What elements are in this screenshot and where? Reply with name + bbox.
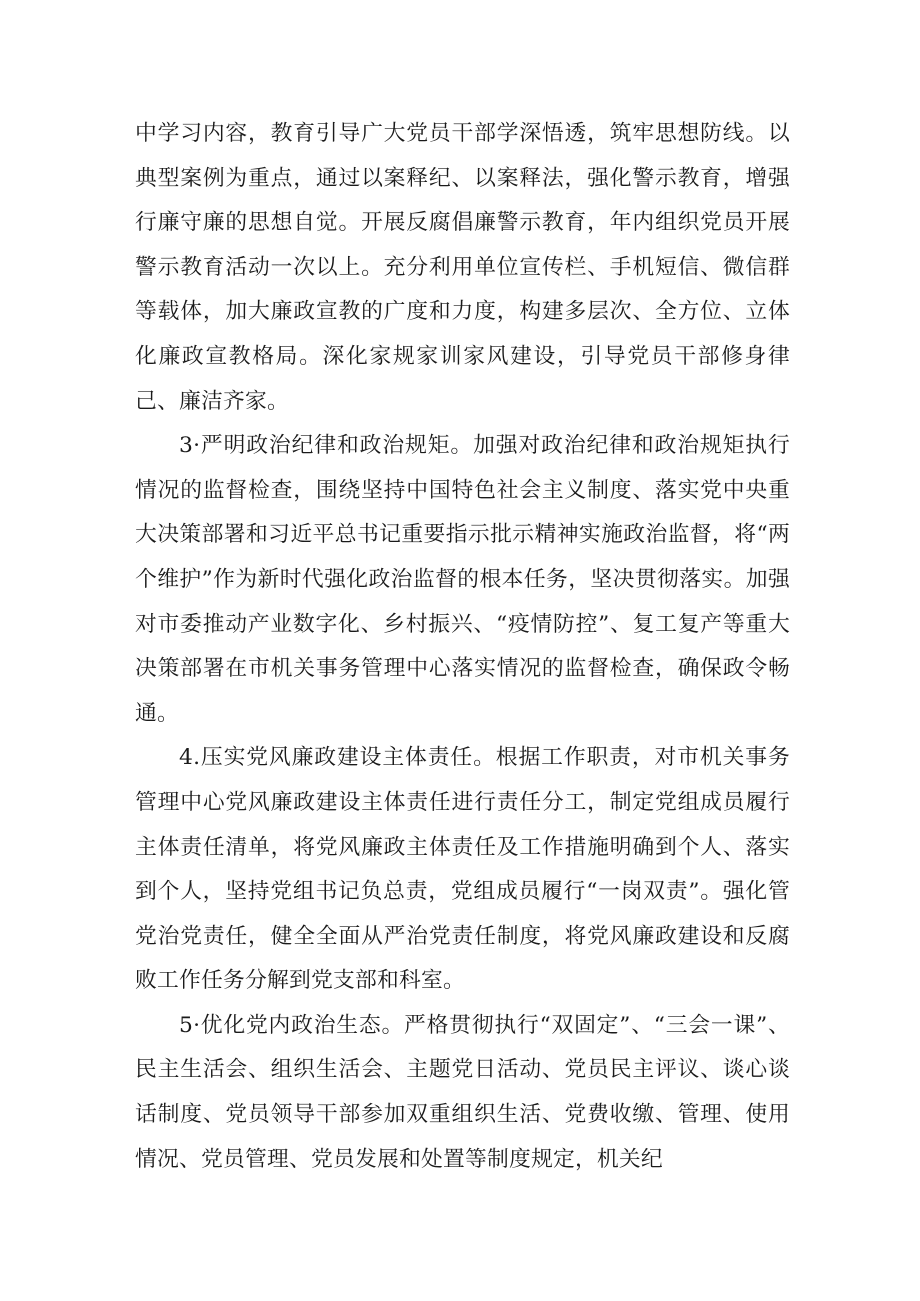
document-page bbox=[135, 112, 790, 1182]
paragraph-item-3: 3·严明政治纪律和政治规矩。加强对政治纪律和政治规矩执行情况的监督检查，围绕坚持中国特色社会主义制度、落实党中央重大决策部署和习近平总书记重要指示批示精神实施政治监督，将“两个维护”作为新时代强化政治监督的根本任务，坚决贯彻落实。加强对市委推动产业数字化、乡村振兴、“疫情防控”、复工复产等重大决策部署在市机关事务管理中心落实情况的监督检查，确保政令畅通。 bbox=[135, 433, 790, 726]
paragraph-item-4: 4.压实党风廉政建设主体责任。根据工作职责，对市机关事务管理中心党风廉政建设主体责任进行责任分工，制定党组成员履行主体责任清单，将党风廉政主体责任及工作措施明确到个人、落实到个人，坚持党组书记负总责，党组成员履行“一岗双责”。强化管党治党责任，健全全面从严治党责任制度，将党风廉政建设和反腐败工作任务分解到党支部和科室。 bbox=[135, 745, 790, 994]
paragraph-continued: 中学习内容，教育引导广大党员干部学深悟透，筑牢思想防线。以典型案例为重点，通过以案释纪、以案释法，强化警示教育，增强行廉守廉的思想自觉。开展反腐倡廉警示教育，年内组织党员开展警示教育活动一次以上。充分利用单位宣传栏、手机短信、微信群等载体，加大廉政宣教的广度和力度，构建多层次、全方位、立体化廉政宣教格局。深化家规家训家风建设，引导党员干部修身律己、廉洁齐家。 bbox=[135, 121, 790, 414]
paragraph-item-5: 5·优化党内政治生态。严格贯彻执行“双固定”、“三会一课”、民主生活会、组织生活会、主题党日活动、党员民主评议、谈心谈话制度、党员领导干部参加双重组织生活、党费收缴、管理、使用情况、党员管理、党员发展和处置等制度规定，机关纪 bbox=[135, 1012, 790, 1172]
